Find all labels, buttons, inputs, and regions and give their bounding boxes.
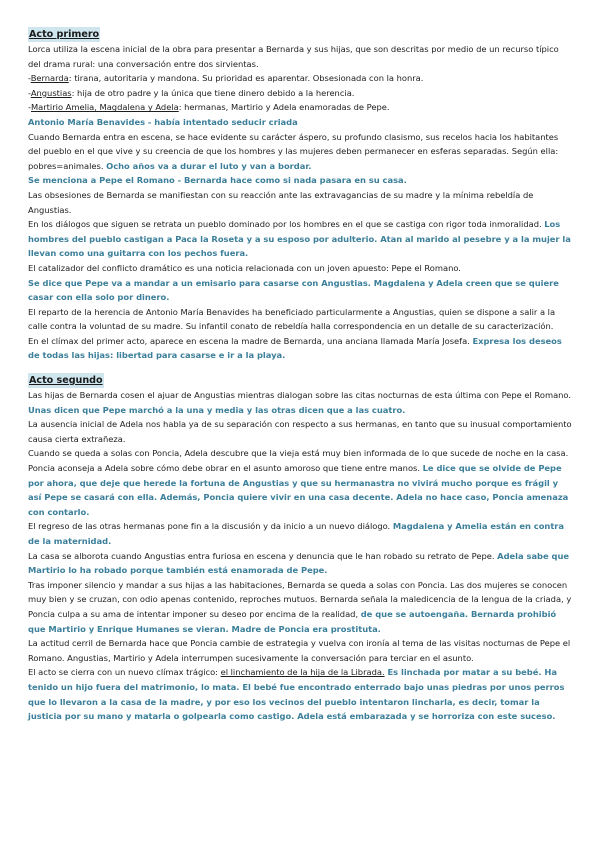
paragraph-ajuar: Las hijas de Bernarda cosen el ajuar de Angustias mientras dialogan sobre las citas nocturnas de esta última con Pepe el Romano. Unas dicen que Pepe marchó a la una y media y las otras dicen que a las cuatro. xyxy=(28,390,571,415)
character-bernarda: -Bernarda: tirana, autoritaria y mandona. Su prioridad es aparentar. Obsesionada con la honra. xyxy=(28,73,424,84)
paragraph-climax-one: En el clímax del primer acto, aparece en escena la madre de Bernarda, una anciana llamada María Josefa. Expresa los deseos de todas las hijas: libertad para casarse e ir a la playa. xyxy=(28,335,562,361)
note-benavides: Antonio María Benavides - había intentado seducir criada xyxy=(28,116,298,127)
note-pepe-mentioned: Se menciona a Pepe el Romano - Bernarda hace como si nada pasara en su casa. xyxy=(28,175,407,186)
paragraph-obsessions: Las obsesiones de Bernarda se manifiestan con su reacción ante las extravagancias de su madre y la mínima rebeldía de Angustias. xyxy=(28,189,534,215)
character-name: Bernarda xyxy=(30,73,69,84)
paragraph-village: En los diálogos que siguen se retrata un pueblo dominado por los hombres en el que se castiga con rigor toda inmoralidad. Los hombres del pueblo castigan a Paca la Roseta y a su esposo por adulterio. Atan al marido al pesebre y a la mujer la llevan como una guitarra con los pechos fuera. xyxy=(28,219,571,259)
note-pepe-hours: Unas dicen que Pepe marchó a la una y media y las otras dicen que a las cuatro. xyxy=(28,404,406,415)
character-name: Angustias xyxy=(30,87,72,98)
character-sisters: -Martirio Amelia, Magdalena y Adela: hermanas, Martirio y Adela enamoradas de Pepe. xyxy=(28,102,390,113)
paragraph-sisters-return: El regreso de las otras hermanas pone fin a la discusión y da inicio a un nuevo diálogo. Magdalena y Amelia están en contra de la maternidad. xyxy=(28,521,565,546)
paragraph-climax-two: El acto se cierra con un nuevo clímax trágico: el linchamiento de la hija de la Librada. Es linchada por matar a su bebé. Ha tenido un hijo fuera del matrimonio, lo mata. El bebé fue encontrado enterrado bajo unas piedras por unos perros que lo llevaron a la casa de la madre, y por eso los vecinos del pueblo intentaron lincharla, es decir, tomar la justicia por su mano y matarla o golpearla como castigo. Adela está embarazada y se horroriza con este suceso. xyxy=(28,667,565,722)
note-maternity: Magdalena y Amelia están en contra de la maternidad. xyxy=(28,521,565,546)
paragraph-adela-absence: La ausencia inicial de Adela nos habla ya de su separación con respecto a sus hermanas, en tanto que su inusual comportamiento causa cierta extrañeza. xyxy=(28,419,572,444)
character-desc: : hija de otro padre y la única que tiene dinero debido a la herencia. xyxy=(71,87,355,98)
note-poncia-advice: Le dice que se olvide de Pepe por ahora, que deje que herede la fortuna de Angustias y que su hermanastra no vivirá mucho porque es frágil y así Pepe se casará con ella. Además, Poncia quiere vivir en una casa decente. Adela no hace caso, Poncia amenaza con contarlo. xyxy=(28,463,569,517)
note-emisario: Se dice que Pepe va a mandar a un emisario para casarse con Angustias. Magdalena y Adela creen que se quiere casar con ella solo por dinero. xyxy=(28,277,559,303)
note-autoengano: de que se autoengaña. Bernarda prohibió que Martirio y Enrique Humanes se vieran. Madre de Poncia era prostituta. xyxy=(28,608,557,634)
note-luto: Ocho años va a durar el luto y van a bordar. xyxy=(106,160,312,171)
paragraph-poncia-adela: Cuando se queda a solas con Poncia, Adela descubre que la vieja está muy bien informada de lo que sucede de noche en la casa. Poncia aconseja a Adela sobre cómo debe obrar en el asunto amoroso que tiene entre manos. Le dice que se olvide de Pepe por ahora, que deje que herede la fortuna de Angustias y que su hermanastra no vivirá mucho porque es frágil y así Pepe se casará con ella. Además, Poncia quiere vivir en una casa decente. Adela no hace caso, Poncia amenaza con contarlo. xyxy=(28,448,569,517)
note-maria-josefa: Expresa los deseos de todas las hijas: libertad para casarse e ir a la playa. xyxy=(28,335,562,361)
paragraph-portrait: La casa se alborota cuando Angustias entra furiosa en escena y denuncia que le han robado su retrato de Pepe. Adela sabe que Martirio lo ha robado porque también está enamorada de Pepe. xyxy=(28,550,570,576)
section-spacer xyxy=(28,363,573,373)
paragraph-strategy: La actitud cerril de Bernarda hace que Poncia cambie de estrategia y vuelva con ironía al tema de las visitas nocturnas de Pepe el Romano. Angustias, Martirio y Adela interrumpen sucesivamente la conversación para terciar en el asunto. xyxy=(28,638,571,663)
paragraph-bernarda-character: Cuando Bernarda entra en escena, se hace evidente su carácter áspero, su profundo clasismo, sus recelos hacia los habitantes del pueblo en el que vive y su creencia de que los hombres y las mujeres deben permanecer en esferas separadas. Según ella: pobres=animales. Ocho años va a durar el luto y van a bordar. xyxy=(28,131,559,171)
note-librada: Es linchada por matar a su bebé. Ha tenido un hijo fuera del matrimonio, lo mata. El bebé fue encontrado enterrado bajo unas piedras por unos perros que lo llevaron a la casa de la madre, y por eso los vecinos del pueblo intentaron lincharla, es decir, tomar la justicia por su mano y matarla o golpearla como castigo. Adela está embarazada y se horroriza con este suceso. xyxy=(28,667,565,722)
note-martirio-stole: Adela sabe que Martirio lo ha robado porque también está enamorada de Pepe. xyxy=(28,550,570,576)
character-name: Martirio Amelia, Magdalena y Adela xyxy=(31,102,179,113)
character-angustias: -Angustias: hija de otro padre y la única que tiene dinero debido a la herencia. xyxy=(28,87,355,98)
paragraph-bernarda-poncia: Tras imponer silencio y mandar a sus hijas a las habitaciones, Bernarda se queda a solas con Poncia. Las dos mujeres se conocen muy bien y se cruzan, con odio apenas contenido, reproches mutuos. Bernarda señala la maledicencia de la lengua de la criada, y Poncia culpa a su ama de intentar imponer su deseo por encima de la realidad, de que se autoengaña. Bernarda prohibió que Martirio y Enrique Humanes se vieran. Madre de Poncia era prostituta. xyxy=(28,579,572,634)
paragraph-inheritance: El reparto de la herencia de Antonio María Benavides ha beneficiado particularmente a Angustias, quien se dispone a salir a la calle contra la voluntad de su madre. Su infantil conato de rebeldía halla correspondencia en un detalle de su caracterización. xyxy=(28,306,556,332)
note-paca-roseta: Los hombres del pueblo castigan a Paca la Roseta y a su esposo por adulterio. Atan al marido al pesebre y a la mujer la llevan como una guitarra con los pechos fuera. xyxy=(28,219,571,259)
act-one-heading: Acto primero xyxy=(29,29,100,40)
character-desc: : tirana, autoritaria y mandona. Su prioridad es aparentar. Obsesionada con la honra. xyxy=(68,73,424,84)
act-one-intro: Lorca utiliza la escena inicial de la obra para presentar a Bernarda y sus hijas, que son descritas por medio de un recurso típico del drama rural: una conversación entre dos sirvientas. xyxy=(28,44,559,69)
document-body xyxy=(28,27,573,724)
paragraph-catalyst: El catalizador del conflicto dramático es una noticia relacionada con un joven apuesto: Pepe el Romano. xyxy=(28,262,461,273)
linchamiento-phrase: el linchamiento de la hija de la Librada. xyxy=(220,667,385,678)
act-two-heading: Acto segundo xyxy=(29,375,103,387)
character-desc: : hermanas, Martirio y Adela enamoradas de Pepe. xyxy=(178,102,390,113)
